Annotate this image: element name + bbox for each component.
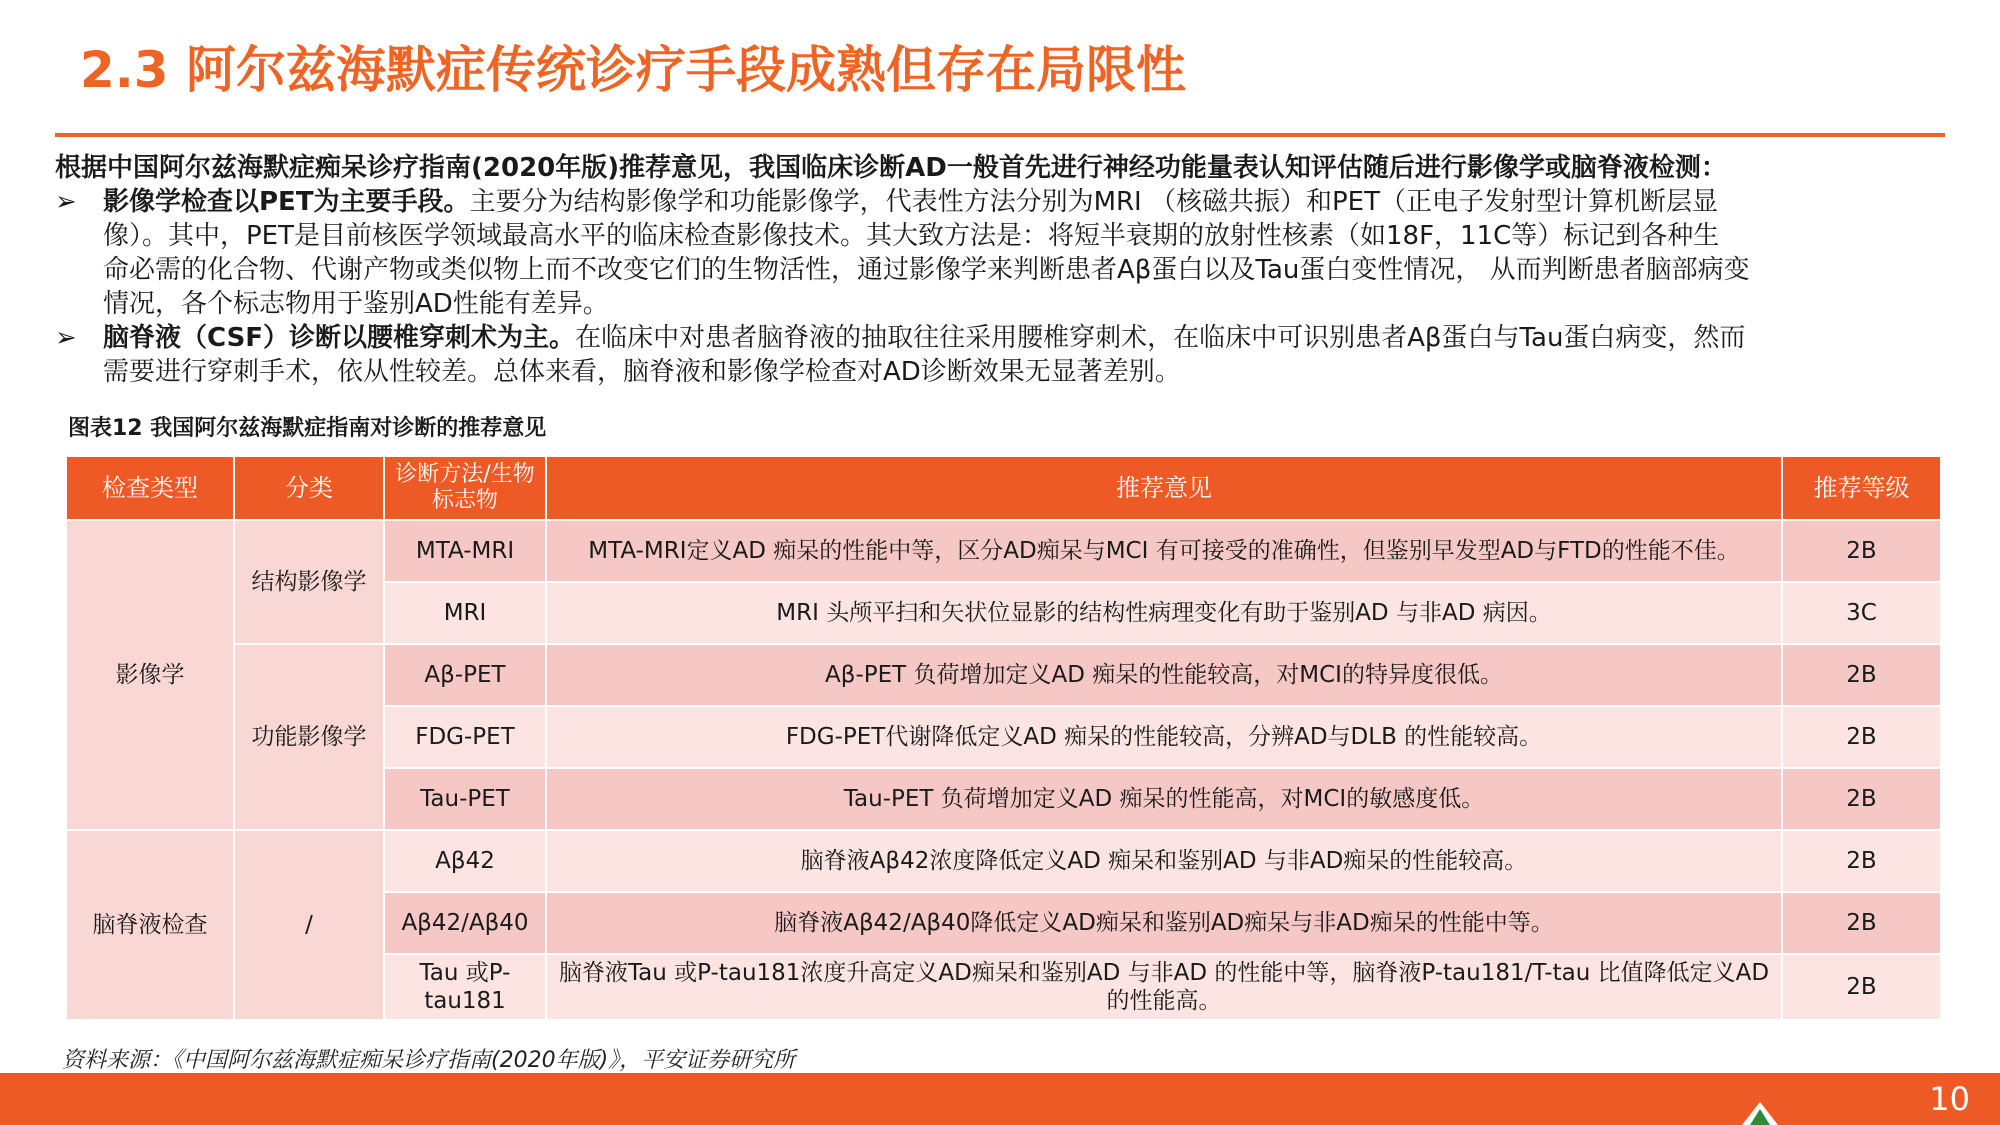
bullet-lead: 影像学检查以PET为主要手段。 [103,187,470,217]
grade-cell: 2B [1782,644,1941,706]
grade-cell: 2B [1782,768,1941,830]
grade-cell: 3C [1782,582,1941,644]
page-title: 2.3 阿尔兹海默症传统诊疗手段成熟但存在局限性 [80,41,1186,99]
table-row [66,644,1941,706]
bullet-line: 影像学检查以PET为主要手段。主要分为结构影像学和功能影像学，代表性方法分别为MRI （核磁共振）和PET（正电子发射型计算机断层显 [103,187,1718,217]
title-divider [55,133,1945,137]
bullet-csf [55,321,1950,389]
header-category: 分类 [234,456,384,520]
header-grade: 推荐等级 [1782,456,1941,520]
company-logo-icon [1740,1100,1780,1125]
bullet-imaging [55,185,1950,321]
opinion-cell: 脑脊液Tau 或P-tau181浓度升高定义AD痴呆和鉴别AD 与非AD 的性能中等，脑脊液P-tau181/T-tau 比值降低定义AD的性能高。 [546,954,1782,1020]
footer-bar [0,1073,2000,1125]
bullet-lead: 脑脊液（CSF）诊断以腰椎穿刺术为主。 [103,323,576,353]
group-structural: 结构影像学 [234,520,384,644]
grade-cell: 2B [1782,830,1941,892]
grade-cell: 2B [1782,706,1941,768]
source-note: 资料来源：《中国阿尔兹海默症痴呆诊疗指南(2020年版)》，平安证券研究所 [62,1048,796,1073]
opinion-cell: Tau-PET 负荷增加定义AD 痴呆的性能高，对MCI的敏感度低。 [546,768,1782,830]
table-row [66,830,1941,892]
method-cell: Aβ42/Aβ40 [384,892,546,954]
opinion-cell: Aβ-PET 负荷增加定义AD 痴呆的性能较高，对MCI的特异度很低。 [546,644,1782,706]
method-cell: FDG-PET [384,706,546,768]
group-imaging: 影像学 [66,520,234,830]
bullet-line: 像）。其中，PET是目前核医学领域最高水平的临床检查影像技术。其大致方法是：将短半衰期的放射性核素（如18F，11C等）标记到各种生 [103,221,1720,251]
arrow-bullet-icon: ➢ [55,323,77,353]
page-number: 10 [1929,1080,1970,1118]
opinion-cell: FDG-PET代谢降低定义AD 痴呆的性能较高，分辨AD与DLB 的性能较高。 [546,706,1782,768]
bullet-line: 情况，各个标志物用于鉴别AD性能有差异。 [103,289,609,319]
table-row [66,520,1941,582]
bullet-line: 需要进行穿刺手术，依从性较差。总体来看，脑脊液和影像学检查对AD诊断效果无显著差别。 [103,357,1181,387]
header-method: 诊断方法/生物标志物 [384,456,546,520]
grade-cell: 2B [1782,892,1941,954]
intro-text: 根据中国阿尔兹海默症痴呆诊疗指南(2020年版)推荐意见，我国临床诊断AD一般首先进行神经功能量表认知评估随后进行影像学或脑脊液检测： [55,153,1727,183]
grade-cell: 2B [1782,954,1941,1020]
arrow-bullet-icon: ➢ [55,187,77,217]
opinion-cell: MRI 头颅平扫和矢状位显影的结构性病理变化有助于鉴别AD 与非AD 病因。 [546,582,1782,644]
method-cell: MRI [384,582,546,644]
header-opinion: 推荐意见 [546,456,1782,520]
method-cell: Tau-PET [384,768,546,830]
table-header-row [66,456,1941,520]
figure-caption: 图表12 我国阿尔兹海默症指南对诊断的推荐意见 [68,416,547,441]
group-csf-sub: / [234,830,384,1020]
recommendation-table [65,455,1942,1021]
method-cell: Aβ-PET [384,644,546,706]
group-csf: 脑脊液检查 [66,830,234,1020]
bullet-line: 脑脊液（CSF）诊断以腰椎穿刺术为主。在临床中对患者脑脊液的抽取往往采用腰椎穿刺术，在临床中可识别患者Aβ蛋白与Tau蛋白病变，然而 [103,323,1746,353]
header-exam-type: 检查类型 [66,456,234,520]
opinion-cell: 脑脊液Aβ42/Aβ40降低定义AD痴呆和鉴别AD痴呆与非AD痴呆的性能中等。 [546,892,1782,954]
method-cell: Aβ42 [384,830,546,892]
method-cell: MTA-MRI [384,520,546,582]
bullet-line: 命必需的化合物、代谢产物或类似物上而不改变它们的生物活性，通过影像学来判断患者Aβ蛋白以及Tau蛋白变性情况， 从而判断患者脑部病变 [103,255,1750,285]
group-functional: 功能影像学 [234,644,384,830]
method-cell: Tau 或P-tau181 [384,954,546,1020]
opinion-cell: MTA-MRI定义AD 痴呆的性能中等，区分AD痴呆与MCI 有可接受的准确性，但鉴别早发型AD与FTD的性能不佳。 [546,520,1782,582]
opinion-cell: 脑脊液Aβ42浓度降低定义AD 痴呆和鉴别AD 与非AD痴呆的性能较高。 [546,830,1782,892]
grade-cell: 2B [1782,520,1941,582]
